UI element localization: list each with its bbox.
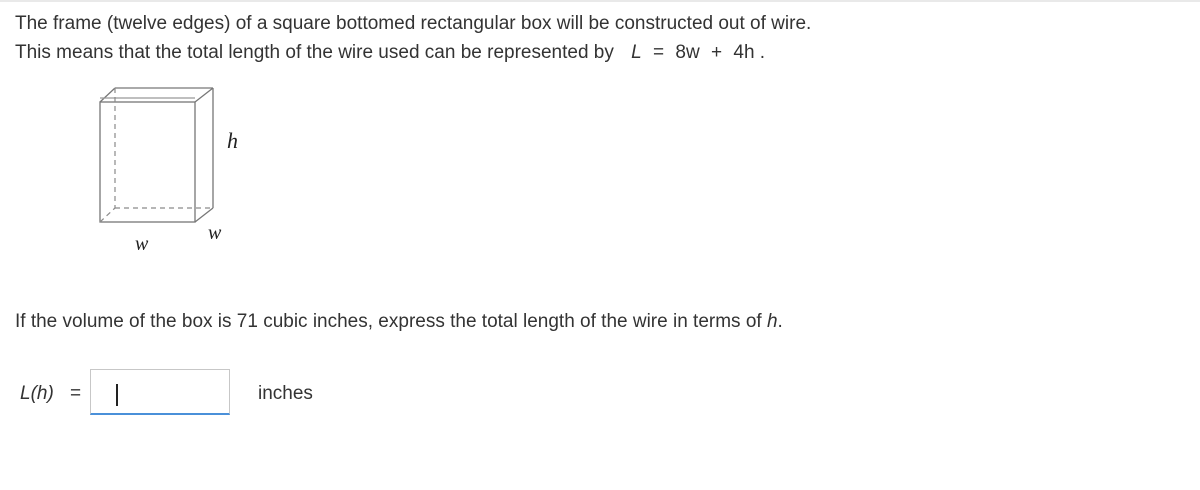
answer-function-label: L(h): [20, 383, 54, 404]
width-label-front: w: [135, 233, 149, 255]
question-prefix: If the volume of the box is 71 cubic inches, express the total length of the wire in terms of: [15, 311, 762, 332]
top-divider: [0, 0, 1200, 2]
unit-label: inches: [258, 383, 313, 404]
box-top-left-edge: [100, 88, 115, 102]
question-variable: h: [766, 311, 778, 332]
box-diagram: [80, 78, 280, 278]
equation-term-h: 4h: [733, 42, 755, 63]
box-top-right-edge: [195, 88, 213, 102]
problem-line2-text: This means that the total length of the wire used can be represented by: [15, 42, 614, 63]
box-hidden-corner-edge: [100, 208, 115, 222]
equation-equals: =: [653, 42, 665, 63]
problem-statement-line1: The frame (twelve edges) of a square bottomed rectangular box will be constructed out of wire.: [15, 13, 812, 34]
equation-lhs: L: [631, 42, 642, 63]
text-cursor: [116, 384, 118, 406]
box-wireframe: [80, 78, 280, 278]
question-suffix: .: [777, 311, 783, 332]
equation-term-w: 8w: [675, 42, 700, 63]
question-text: [15, 310, 783, 334]
height-label: h: [227, 128, 238, 153]
answer-input[interactable]: [90, 369, 230, 415]
width-label-side: w: [208, 222, 222, 244]
box-bottom-right-edge: [195, 208, 213, 222]
problem-statement-line2: [15, 41, 765, 65]
equation-plus: +: [710, 42, 723, 63]
answer-equals-sign: =: [70, 383, 82, 404]
equation-period: .: [759, 42, 766, 63]
box-front-face: [100, 102, 195, 222]
